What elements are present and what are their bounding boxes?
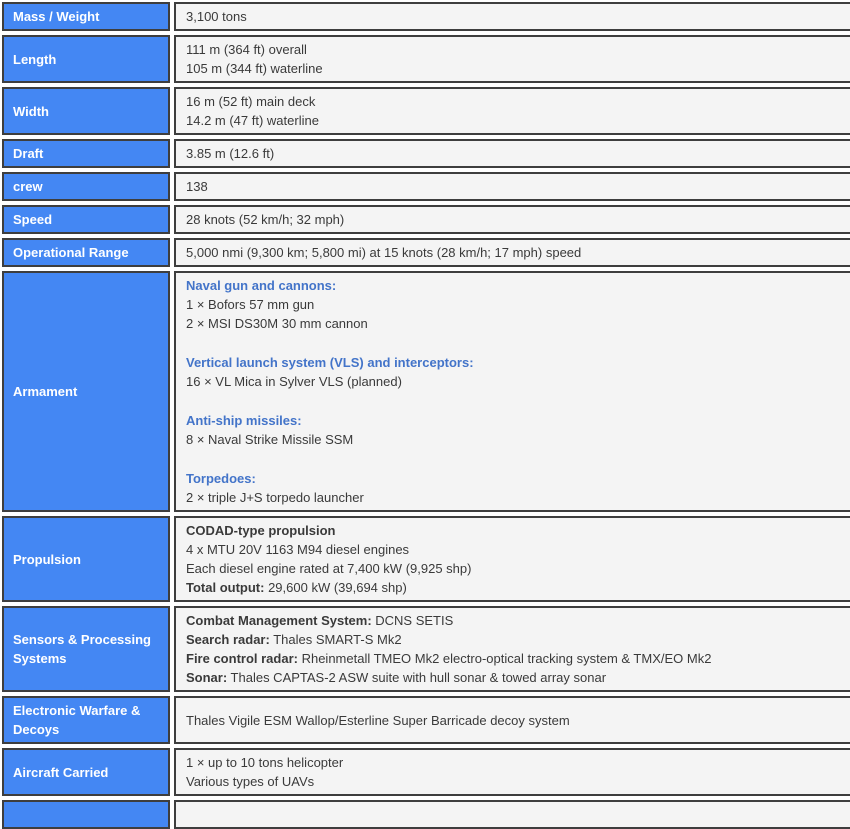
row-header-electronic-warfare-decoys [2, 696, 170, 744]
spec-row-aircraft-carried [2, 748, 850, 796]
row-label: crew [13, 179, 43, 194]
value-line: Sonar: Thales CAPTAS-2 ASW suite with hull sonar & towed array sonar [186, 670, 607, 685]
value-group [186, 243, 850, 262]
row-value-partial-bottom [174, 800, 850, 829]
value-group [186, 711, 850, 730]
value-group [186, 276, 850, 333]
value-line: Fire control radar: Rheinmetall TMEO Mk2 electro-optical tracking system & TMX/EO Mk2 [186, 651, 712, 666]
row-header-mass-weight [2, 2, 170, 31]
row-header-width [2, 87, 170, 135]
spec-row-width [2, 87, 850, 135]
value-group [186, 611, 850, 687]
spec-row-length [2, 35, 850, 83]
value-line: 16 × VL Mica in Sylver VLS (planned) [186, 374, 402, 389]
row-label: Draft [13, 146, 44, 161]
value-line: 2 × MSI DS30M 30 mm cannon [186, 316, 368, 331]
value-line: 5,000 nmi (9,300 km; 5,800 mi) at 15 knots (28 km/h; 17 mph) speed [186, 245, 582, 260]
row-value-crew [174, 172, 850, 201]
spec-row-propulsion [2, 516, 850, 602]
row-label: Propulsion [13, 551, 81, 567]
value-line: 16 m (52 ft) main deck [186, 94, 316, 109]
row-value-length [174, 35, 850, 83]
row-value-sensors-processing-systems [174, 606, 850, 692]
row-header-armament [2, 271, 170, 512]
value-group [186, 7, 850, 26]
row-label: Length [13, 51, 57, 67]
value-group [186, 353, 850, 391]
value-line: Combat Management System: DCNS SETIS [186, 613, 454, 628]
row-header-propulsion [2, 516, 170, 602]
row-value-draft [174, 139, 850, 168]
row-header-crew [2, 172, 170, 201]
value-line: Total output: 29,600 kW (39,694 shp) [186, 580, 407, 595]
row-label: Operational Range [13, 245, 129, 260]
row-label: Speed [13, 212, 53, 227]
value-line: 8 × Naval Strike Missile SSM [186, 432, 354, 447]
value-line: 3.85 m (12.6 ft) [186, 146, 275, 161]
row-label: Aircraft Carried [13, 764, 109, 780]
value-line: 2 × triple J+S torpedo launcher [186, 490, 364, 505]
value-line: 105 m (344 ft) waterline [186, 61, 323, 76]
row-header-aircraft-carried [2, 748, 170, 796]
value-group [186, 144, 850, 163]
value-group [186, 40, 850, 78]
spec-row-armament [2, 271, 850, 512]
row-header-speed [2, 205, 170, 234]
row-header-sensors-processing-systems [2, 606, 170, 692]
row-value-propulsion [174, 516, 850, 602]
specifications-table [2, 2, 850, 829]
value-line: 14.2 m (47 ft) waterline [186, 113, 319, 128]
row-header-partial-bottom [2, 800, 170, 829]
value-group [186, 92, 850, 130]
row-label: Electronic Warfare & Decoys [13, 703, 141, 737]
row-value-speed [174, 205, 850, 234]
spec-row-crew [2, 172, 850, 201]
spec-row-mass-weight [2, 2, 850, 31]
spec-row-operational-range [2, 238, 850, 267]
row-header-draft [2, 139, 170, 168]
armament-category-header: Anti-ship missiles: [186, 413, 302, 428]
armament-category-header: Torpedoes: [186, 471, 256, 486]
value-line: Each diesel engine rated at 7,400 kW (9,925 shp) [186, 561, 472, 576]
row-value-mass-weight [174, 2, 850, 31]
value-line: 138 [186, 179, 208, 194]
row-label: Width [13, 103, 49, 119]
row-header-length [2, 35, 170, 83]
armament-category-header: Vertical launch system (VLS) and interceptors: [186, 355, 474, 370]
value-group [186, 521, 850, 597]
value-line: 3,100 tons [186, 9, 247, 24]
value-group [186, 210, 850, 229]
value-line: 1 × up to 10 tons helicopter [186, 755, 344, 770]
spec-row-speed [2, 205, 850, 234]
value-line: Thales Vigile ESM Wallop/Esterline Super Barricade decoy system [186, 712, 570, 728]
value-group [186, 177, 850, 196]
row-label: Armament [13, 384, 78, 399]
spec-row-electronic-warfare-decoys [2, 696, 850, 744]
value-line: 28 knots (52 km/h; 32 mph) [186, 212, 345, 227]
row-label: Mass / Weight [13, 9, 100, 24]
row-value-operational-range [174, 238, 850, 267]
value-group [186, 753, 850, 791]
row-value-width [174, 87, 850, 135]
value-line: 111 m (364 ft) overall [186, 42, 307, 57]
row-header-operational-range [2, 238, 170, 267]
row-value-aircraft-carried [174, 748, 850, 796]
armament-category-header: Naval gun and cannons: [186, 278, 337, 293]
value-line: Search radar: Thales SMART-S Mk2 [186, 632, 402, 647]
row-value-electronic-warfare-decoys [174, 696, 850, 744]
spec-row-sensors-processing-systems [2, 606, 850, 692]
value-line: Various types of UAVs [186, 774, 315, 789]
spec-row-draft [2, 139, 850, 168]
value-line: 1 × Bofors 57 mm gun [186, 297, 315, 312]
value-line: CODAD-type propulsion [186, 523, 336, 538]
value-group [186, 411, 850, 449]
row-label: Sensors & Processing Systems [13, 632, 151, 666]
row-value-armament [174, 271, 850, 512]
spec-row-partial-bottom [2, 800, 850, 829]
value-line: 4 x MTU 20V 1163 M94 diesel engines [186, 542, 410, 557]
value-group [186, 469, 850, 507]
